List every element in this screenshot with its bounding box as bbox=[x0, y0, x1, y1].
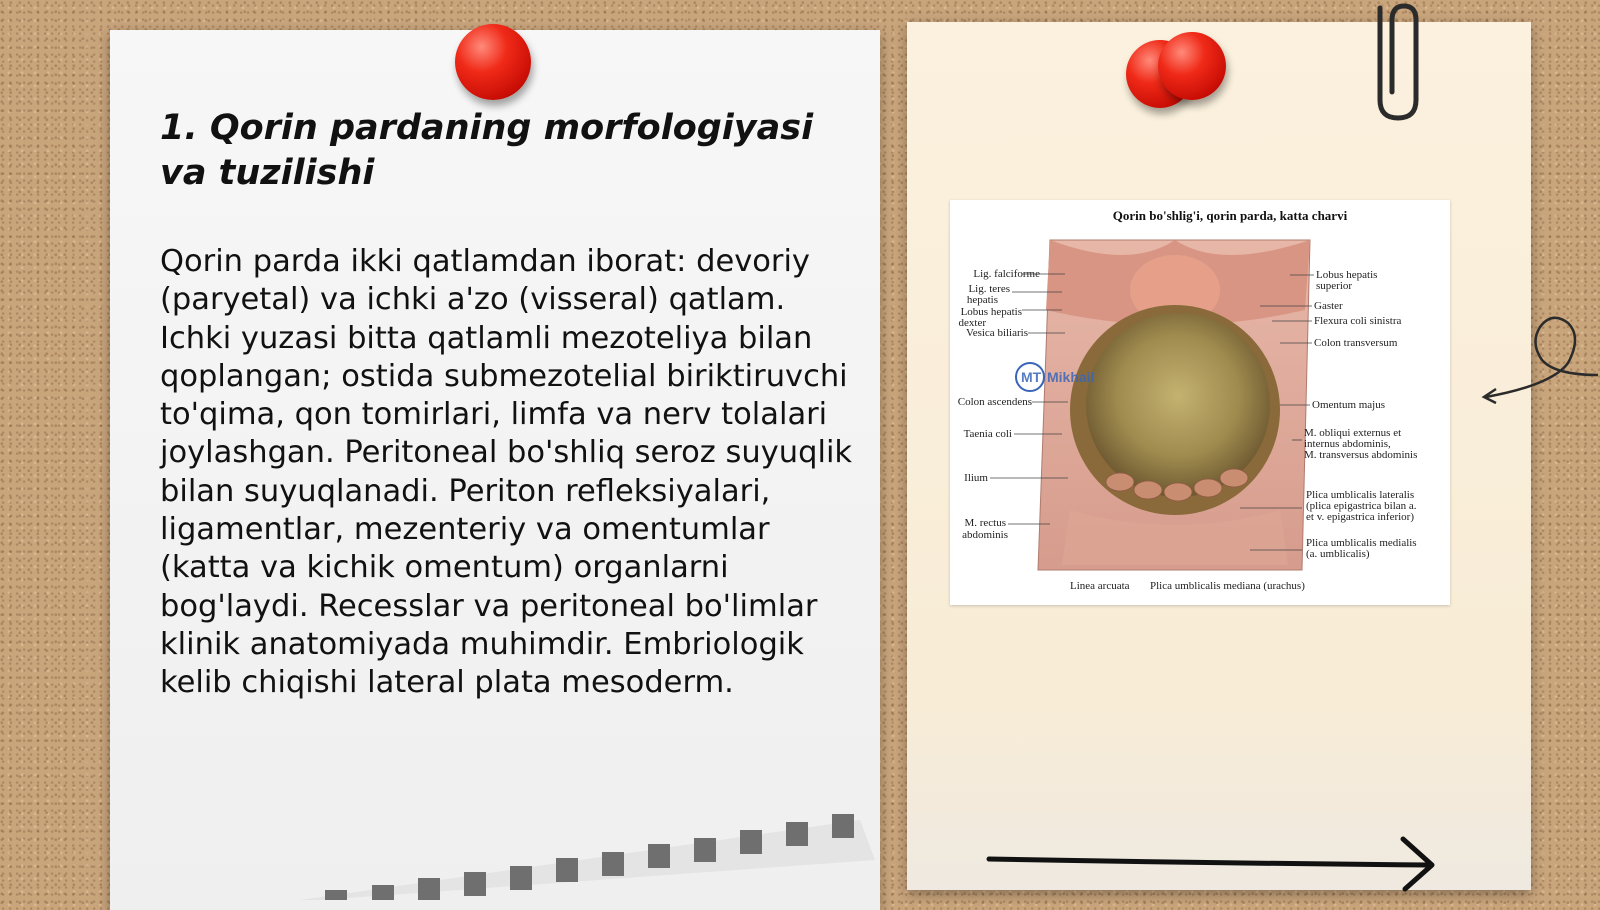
label-colon-transversum: Colon transversum bbox=[1314, 337, 1398, 349]
anatomy-illustration bbox=[950, 200, 1450, 605]
label-plica-lateralis-2: (plica epigastrica bilan a. bbox=[1306, 500, 1417, 512]
watermark-logo-text: MT bbox=[1021, 369, 1042, 385]
label-ilium: Ilium bbox=[964, 472, 988, 484]
watermark-text: Mikhail bbox=[1047, 369, 1095, 385]
label-flexura: Flexura coli sinistra bbox=[1314, 315, 1402, 327]
label-rectus-2: abdominis bbox=[962, 529, 1008, 541]
label-vesica: Vesica biliaris bbox=[965, 327, 1028, 339]
label-gaster: Gaster bbox=[1314, 300, 1343, 312]
label-urachus: Plica umblicalis mediana (urachus) bbox=[1150, 580, 1305, 592]
slide-body-text: Qorin parda ikki qatlamdan iborat: devoriy (paryetal) va ichki a'zo (visseral) qatlam. Ichki yuzasi bitta qatlamli mezoteliya bilan qoplangan; ostida submezotelial biriktiruvchi to'qima, qon tomirlari, limfa va nerv tolalari joylashgan. Peritoneal bo'shliq seroz suyuqlik bilan suyuqlanadi. Periton refleksiyalari, ligamentlar, mezenteriy va omentumlar (katta va kichik omentum) organlarni bog'laydi. Recesslar va peritoneal bo'limlar klinik anatomiyada muhimdir. Embriologik kelib chiqishi lateral plata mesoderm. bbox=[160, 244, 853, 701]
paperclip-icon bbox=[1368, 0, 1428, 125]
label-omentum-majus: Omentum majus bbox=[1312, 399, 1386, 411]
label-obliqui-1: M. obliqui externus et bbox=[1304, 427, 1402, 439]
label-lobus-superior-2: superior bbox=[1316, 280, 1353, 292]
label-rectus-1: M. rectus bbox=[964, 517, 1006, 529]
omentum-shape bbox=[1086, 313, 1270, 497]
label-falciforme: Lig. falciforme bbox=[973, 268, 1040, 280]
red-pushpin-icon bbox=[1158, 32, 1226, 100]
label-teres-1: Lig. teres bbox=[968, 283, 1010, 295]
label-obliqui-3: M. transversus abdominis bbox=[1304, 449, 1418, 461]
label-teres-2: hepatis bbox=[966, 294, 998, 306]
curly-arrow-icon bbox=[1480, 305, 1600, 415]
label-lobus-dexter-1: Lobus hepatis bbox=[960, 306, 1022, 318]
label-plica-medialis-1: Plica umblicalis medialis bbox=[1306, 537, 1417, 549]
label-colon-ascendens: Colon ascendens bbox=[957, 396, 1032, 408]
red-pushpin-icon bbox=[455, 24, 531, 100]
figure-title: Qorin bo'shlig'i, qorin parda, katta charvi bbox=[1112, 208, 1348, 223]
torn-paper-strip bbox=[300, 800, 880, 900]
slide-heading: 1. Qorin pardaning morfologiyasi va tuzilishi bbox=[160, 108, 814, 193]
label-obliqui-2: internus abdominis, bbox=[1304, 438, 1391, 450]
label-linea-arcuata: Linea arcuata bbox=[1070, 580, 1130, 592]
right-arrow-icon[interactable] bbox=[985, 835, 1445, 895]
label-lobus-dexter-2: dexter bbox=[958, 317, 986, 329]
label-plica-lateralis-1: Plica umblicalis lateralis bbox=[1306, 489, 1415, 501]
label-plica-medialis-2: (a. umblicalis) bbox=[1306, 548, 1370, 560]
label-taenia: Taenia coli bbox=[963, 428, 1012, 440]
label-lobus-superior-1: Lobus hepatis bbox=[1316, 269, 1378, 281]
label-plica-lateralis-3: et v. epigastrica inferior) bbox=[1306, 511, 1415, 523]
